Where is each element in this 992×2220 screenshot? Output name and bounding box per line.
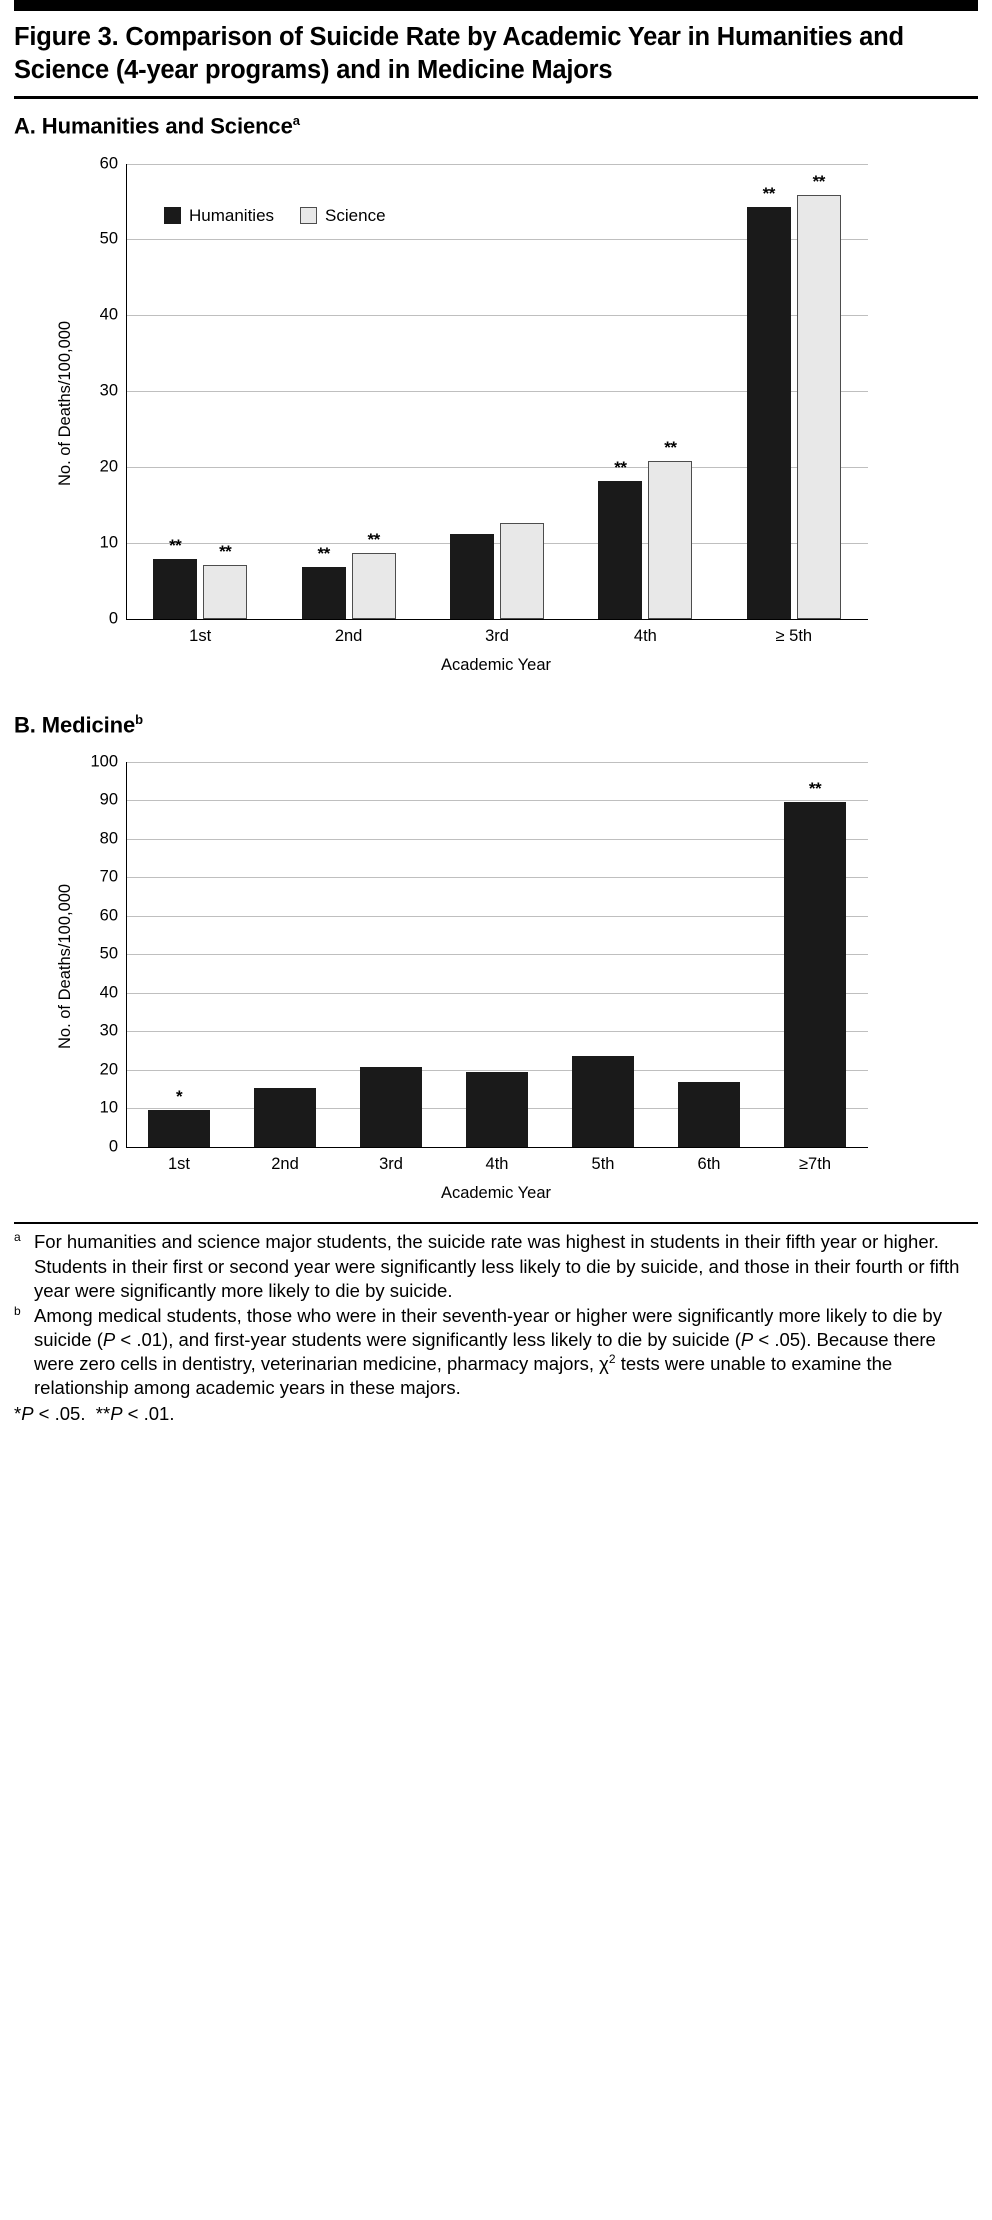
significance-marker: *	[175, 1086, 183, 1106]
bar	[797, 195, 841, 618]
bar	[466, 1072, 528, 1147]
sig-star-05-pre: *	[14, 1403, 22, 1425]
y-tick-label: 90	[99, 790, 118, 809]
panel-a-x-axis-title: Academic Year	[440, 655, 552, 674]
sig-star-01-pre: **	[95, 1403, 111, 1425]
gridline	[126, 993, 868, 994]
footnote-significance-legend	[14, 1402, 978, 1426]
gridline	[126, 954, 868, 955]
gridline	[126, 1070, 868, 1071]
bar	[678, 1082, 740, 1147]
legend-label: Science	[325, 205, 386, 225]
x-tick-label: 3rd	[379, 1154, 403, 1173]
sig-star-05-p: P	[21, 1403, 34, 1425]
gridline	[126, 800, 868, 801]
panel-a-area-y-axis-title: No. of Deaths/100,000	[56, 320, 74, 487]
title-rule	[14, 96, 978, 99]
significance-marker: **	[367, 529, 380, 549]
y-tick-label: 40	[99, 305, 118, 324]
footnote-b-text-2: < .01), and first-year students were significantly less likely to die by suicide (	[115, 1328, 741, 1350]
significance-marker: **	[812, 172, 825, 192]
footnote-b-text-4: tests were unable to examine the relationship among academic years in these majors.	[34, 1353, 893, 1399]
bar	[572, 1056, 634, 1147]
legend-item	[164, 206, 274, 226]
bar	[784, 802, 846, 1147]
y-tick-label: 0	[108, 1137, 118, 1156]
x-tick-label: ≥7th	[799, 1154, 831, 1173]
y-tick-label: 50	[99, 944, 118, 963]
bar	[203, 565, 247, 619]
footnote-b-marker	[14, 1304, 34, 1328]
footnote-b-sup: 2	[608, 1351, 616, 1366]
chart-legend	[164, 206, 386, 226]
bar	[352, 553, 396, 619]
bar	[747, 207, 791, 619]
gridline	[126, 877, 868, 878]
y-axis-line	[126, 164, 127, 619]
panel-b-label	[14, 712, 978, 738]
y-tick-label: 60	[99, 154, 118, 173]
bar	[598, 481, 642, 619]
significance-marker: **	[808, 779, 822, 799]
bar	[450, 534, 494, 618]
footnote-b-p-2: P	[740, 1328, 754, 1350]
x-tick-label: 4th	[485, 1154, 509, 1173]
panel-b-plot-area	[14, 744, 978, 1179]
y-tick-label: 20	[99, 457, 118, 476]
x-axis-line	[126, 1147, 868, 1149]
panel-b-area-y-axis-title: No. of Deaths/100,000	[56, 884, 74, 1050]
x-tick-label: 2nd	[271, 1154, 299, 1173]
x-tick-label: 3rd	[485, 626, 509, 645]
significance-marker: **	[614, 457, 627, 477]
y-tick-label: 50	[99, 229, 118, 248]
panel-a-plot-area	[14, 146, 978, 651]
y-tick-label: 70	[99, 867, 118, 886]
bar	[648, 461, 692, 619]
y-tick-label: 20	[99, 1060, 118, 1079]
footnote-b	[14, 1304, 978, 1401]
x-tick-label: ≥ 5th	[775, 626, 813, 645]
footnote-a	[14, 1230, 978, 1302]
gridline	[126, 1031, 868, 1032]
significance-marker: **	[762, 183, 775, 203]
gridline	[126, 164, 868, 165]
footnotes	[14, 1230, 978, 1426]
y-axis-line	[126, 762, 127, 1147]
significance-marker: **	[317, 544, 330, 563]
legend-label: Humanities	[189, 205, 275, 225]
bar	[148, 1110, 210, 1147]
significance-marker: **	[169, 535, 182, 555]
legend-swatch	[164, 207, 181, 224]
x-tick-label: 4th	[633, 626, 657, 645]
y-tick-label: 60	[99, 906, 118, 925]
footnote-rule	[14, 1222, 978, 1225]
x-tick-label: 6th	[697, 1154, 721, 1173]
y-tick-label: 30	[99, 1021, 118, 1040]
chart-panel-a	[14, 146, 978, 686]
footnote-b-text-1: Among medical students, those who were in their seventh-year or higher were significantly more likely to die by suicide (	[34, 1304, 942, 1350]
footnote-a-marker-sup: a	[14, 1230, 21, 1245]
bar	[360, 1067, 422, 1147]
sig-star-05-post: < .05.	[33, 1403, 86, 1425]
footnote-b-p-1: P	[102, 1328, 116, 1350]
y-tick-label: 40	[99, 983, 118, 1002]
x-axis-line	[126, 619, 868, 621]
y-tick-label: 30	[99, 381, 118, 400]
y-tick-label: 10	[99, 533, 118, 552]
bar	[254, 1088, 316, 1147]
sig-star-01-p: P	[110, 1403, 123, 1425]
sig-star-01-post: < .01.	[122, 1403, 175, 1425]
significance-marker: **	[219, 541, 232, 561]
x-tick-label: 5th	[591, 1154, 615, 1173]
x-tick-label: 2nd	[334, 626, 363, 645]
significance-marker: **	[664, 437, 677, 457]
panel-a-label-text: A. Humanities and Science	[14, 113, 293, 139]
footnote-b-marker-sup: b	[14, 1303, 21, 1318]
gridline	[126, 762, 868, 763]
y-tick-label: 10	[99, 1098, 118, 1117]
panel-b-label-text: B. Medicine	[14, 711, 136, 737]
top-rule	[14, 0, 978, 11]
chart-panel-b	[14, 744, 978, 1214]
x-tick-label: 1st	[167, 1154, 191, 1173]
gridline	[126, 839, 868, 840]
gridline	[126, 916, 868, 917]
panel-a-footnote-marker: a	[292, 113, 300, 129]
panel-b-footnote-marker: b	[135, 711, 143, 727]
y-tick-label: 80	[99, 829, 118, 848]
footnote-a-marker	[14, 1230, 34, 1254]
figure-title: Figure 3. Comparison of Suicide Rate by Academic Year in Humanities and Science (4-year programs) and in Medicine Majors	[14, 23, 904, 84]
panel-b-x-axis-title: Academic Year	[440, 1183, 552, 1202]
footnote-a-text: For humanities and science major students, the suicide rate was highest in students in their fifth year or higher. Students in their first or second year were significantly less likely to die by suicide, and those in their fourth or fifth year were significantly more likely to die by suicide.	[34, 1231, 960, 1301]
bar	[153, 559, 197, 619]
bar	[302, 567, 346, 619]
panel-a-label	[14, 113, 978, 139]
legend-swatch	[300, 207, 317, 224]
bar	[500, 523, 544, 619]
x-tick-label: 1st	[189, 626, 212, 645]
y-tick-label: 0	[108, 609, 118, 628]
y-tick-label: 100	[90, 752, 118, 771]
legend-item	[300, 206, 385, 226]
footnote-b-text-3: < .05). Because there were zero cells in dentistry, veterinarian medicine, pharmacy majors, χ	[34, 1328, 936, 1375]
